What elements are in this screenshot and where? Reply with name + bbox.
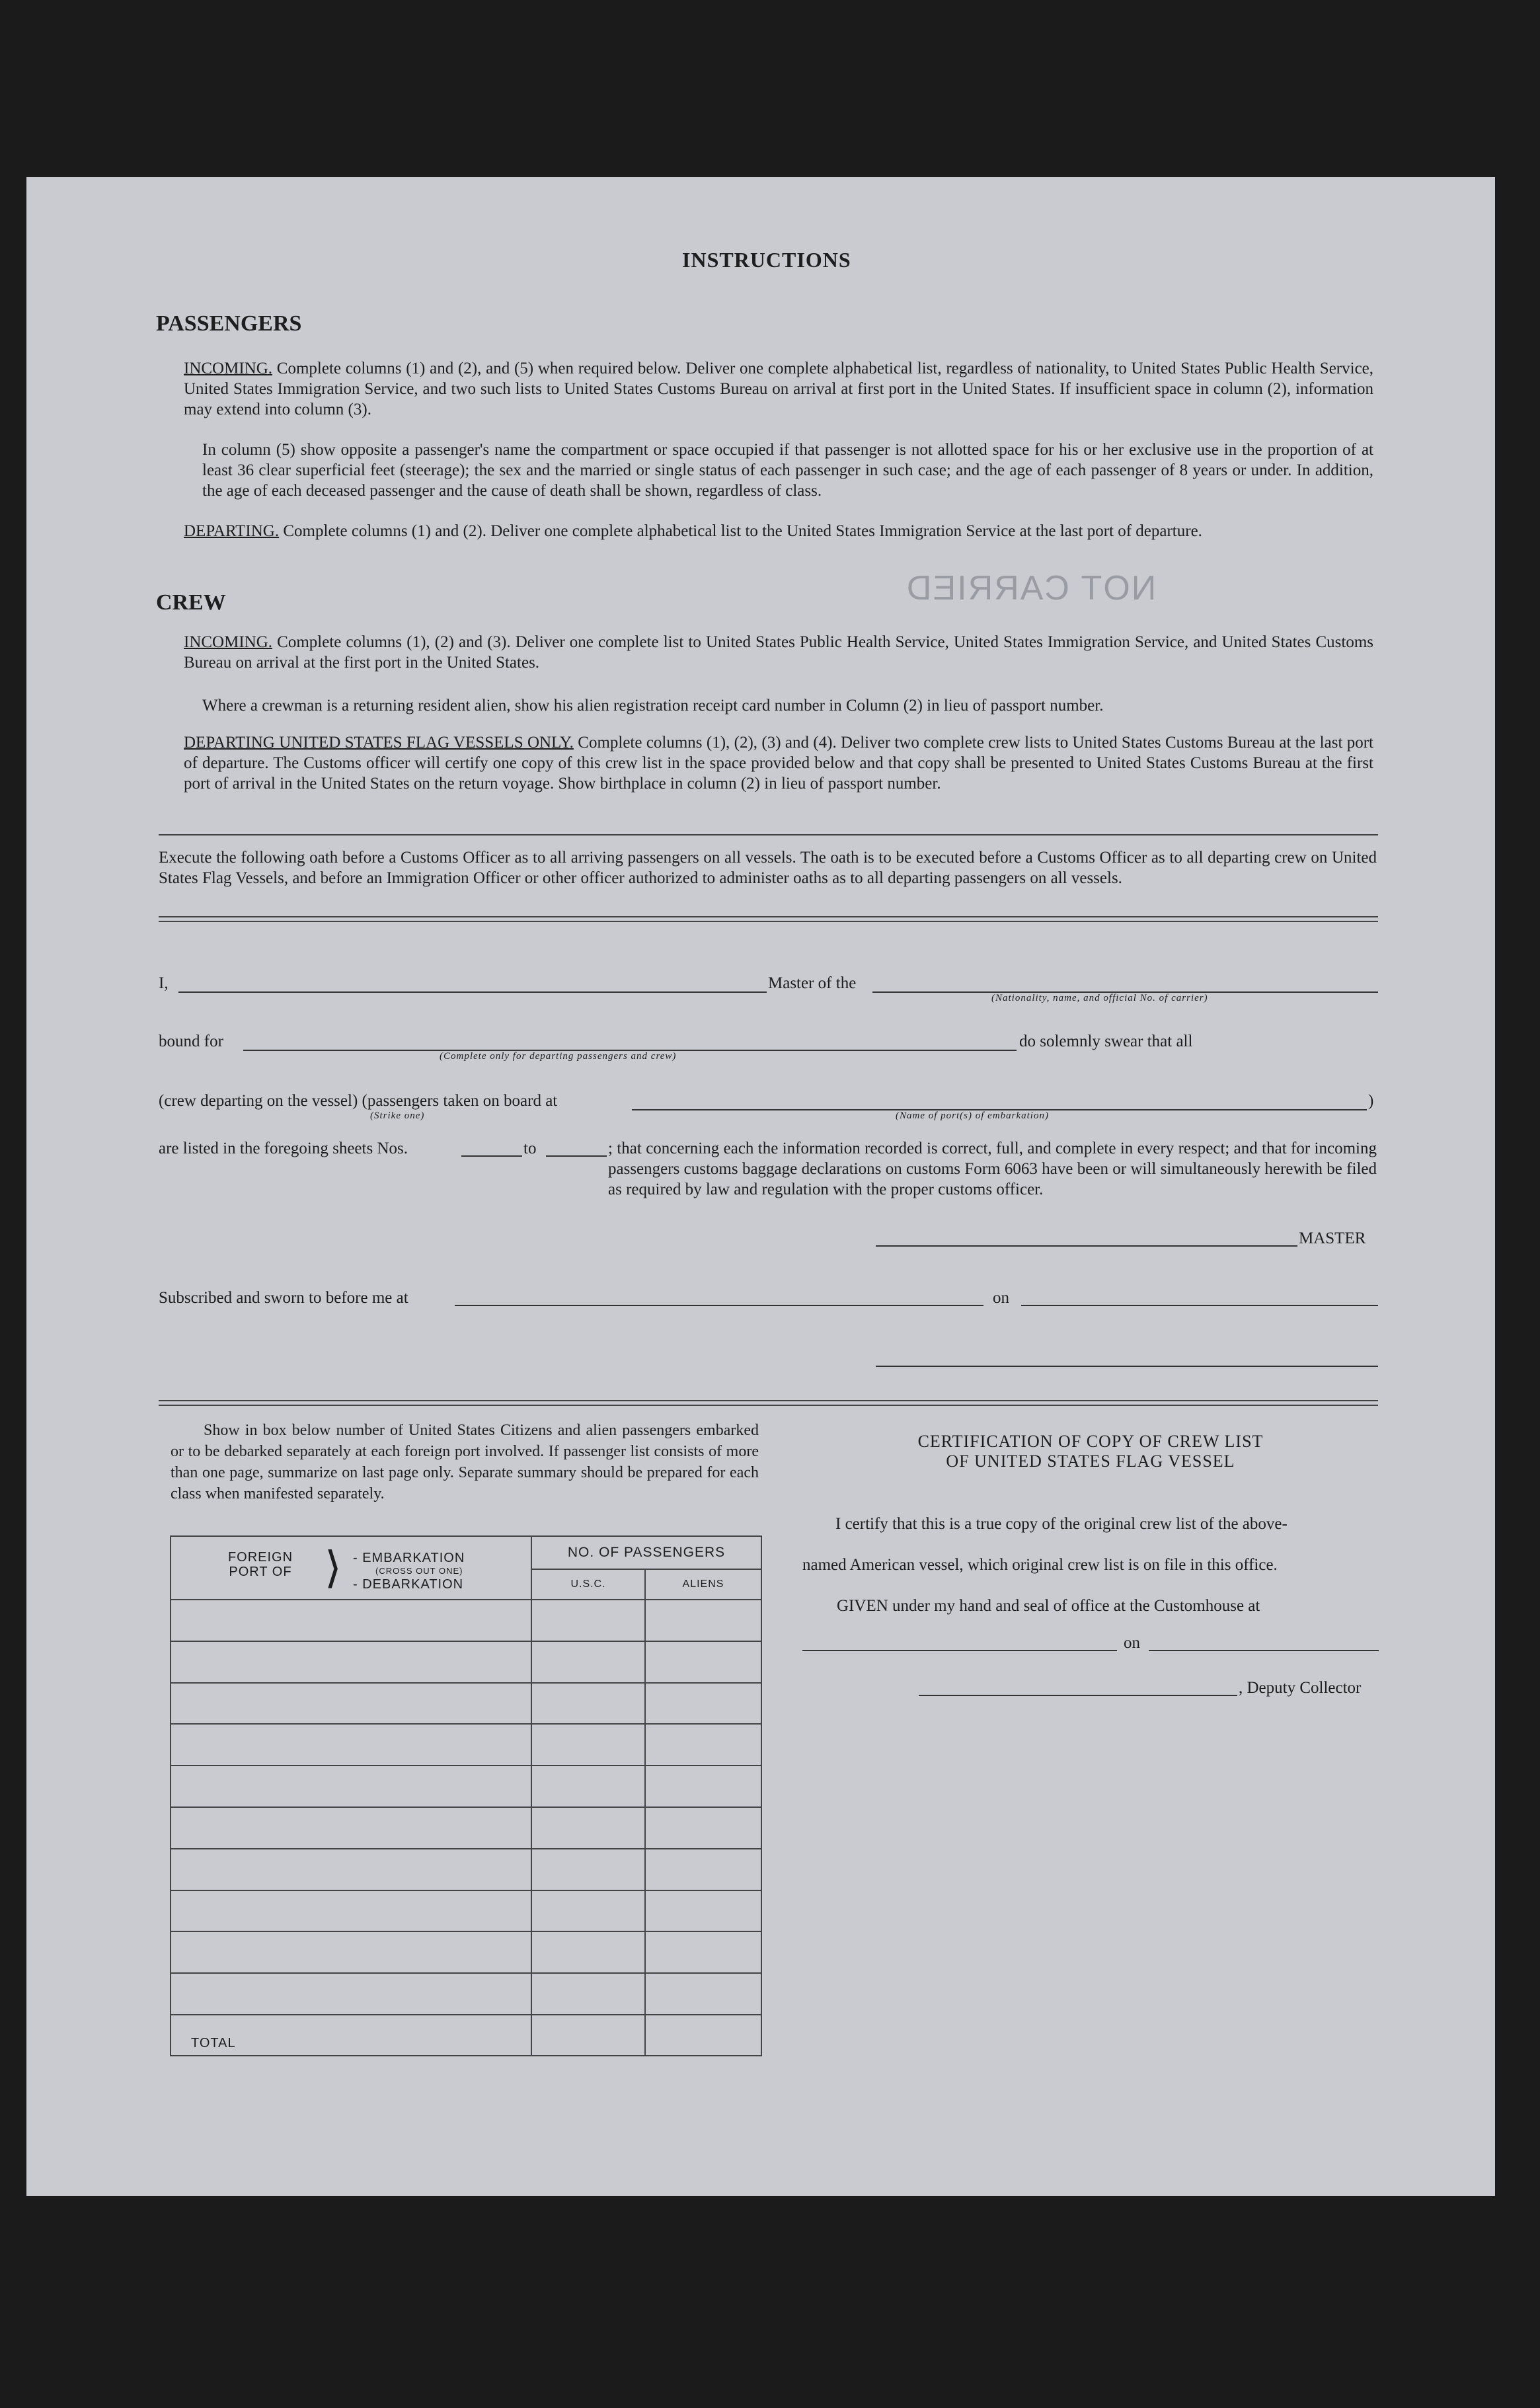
passengers-column5-paragraph: In column (5) show opposite a passenger's name the compartment or space occupied if that passenger is not allotted space for his or her exclusive use in the proportion of at least 36 clear superficial feet (steerage); the sex and the married or single status of each passenger in such case; and the age of each passenger of 8 years or under. In addition, the age of each deceased passenger and the cause of death shall be shown, regardless of class.: [202, 441, 1373, 500]
listed-rest: ; that concerning each the information recorded is correct, full, and complete in every respect; and that for incoming passengers customs baggage declarations on customs Form 6063 have been or will simultaneously herewith be filed as required by law and regulation with the proper customs officer.: [608, 1140, 1377, 1198]
certification-title: [800, 1432, 1381, 1471]
debarkation-label: - DEBARKATION: [353, 1577, 464, 1592]
port-cell[interactable]: [171, 1600, 531, 1641]
passengers-heading: PASSENGERS: [156, 311, 302, 336]
close-paren: ): [1368, 1092, 1374, 1110]
aliens-header: ALIENS: [645, 1569, 761, 1600]
port-cell[interactable]: [171, 1849, 531, 1890]
no-of-passengers-header: NO. OF PASSENGERS: [531, 1536, 761, 1569]
to-text: to: [523, 1140, 537, 1157]
usc-cell[interactable]: [531, 1724, 645, 1766]
certification-date-field[interactable]: [1149, 1650, 1379, 1651]
aliens-total-cell[interactable]: [645, 2015, 761, 2056]
port-cell[interactable]: [171, 1683, 531, 1725]
carrier-caption: (Nationality, name, and official No. of carrier): [991, 993, 1208, 1003]
certification-title-line1: CERTIFICATION OF COPY OF CREW LIST: [917, 1432, 1264, 1451]
sworn-date-field[interactable]: [1021, 1305, 1378, 1306]
sheet-to-field[interactable]: [546, 1155, 607, 1157]
crew-heading: CREW: [156, 590, 226, 615]
port-cell[interactable]: [171, 1931, 531, 1973]
departing-caption: (Complete only for departing passengers and crew): [440, 1051, 677, 1062]
strike-one-caption: (Strike one): [370, 1110, 425, 1121]
subscribed-label: Subscribed and sworn to before me at: [159, 1289, 408, 1307]
section-divider: [159, 834, 1378, 835]
passenger-summary-table: [170, 1535, 762, 2056]
do-swear-text: do solemnly swear that all: [1019, 1032, 1193, 1050]
certify-line2: named American vessel, which original crew list is on file in this office.: [802, 1556, 1278, 1574]
crew-incoming-paragraph: [184, 632, 1373, 673]
summary-instruction: [171, 1420, 759, 1504]
certification-on-label: on: [1124, 1634, 1140, 1652]
aliens-cell[interactable]: [645, 1931, 761, 1973]
crew-passengers-text: (crew departing on the vessel) (passengers taken on board at: [159, 1092, 558, 1110]
foreign-port-header: [171, 1536, 531, 1600]
embark-debark-label: [353, 1551, 465, 1591]
given-text: GIVEN under my hand and seal of office at the Customhouse at: [837, 1597, 1260, 1615]
table-row: [171, 1766, 761, 1807]
deputy-signature-field[interactable]: [919, 1695, 1237, 1696]
double-rule: [159, 916, 1378, 922]
customhouse-field[interactable]: [802, 1650, 1117, 1651]
passengers-departing-label: DEPARTING.: [184, 522, 280, 540]
table-row: [171, 1849, 761, 1890]
usc-cell[interactable]: [531, 1849, 645, 1890]
passengers-departing-text: Complete columns (1) and (2). Deliver one complete alphabetical list to the United States Immigration Service at the last port of departure.: [283, 522, 1202, 540]
sworn-on-label: on: [993, 1289, 1009, 1307]
total-row: [171, 2015, 761, 2056]
usc-cell[interactable]: [531, 1973, 645, 2015]
aliens-cell[interactable]: [645, 1807, 761, 1849]
master-of-the-label: Master of the: [768, 974, 857, 992]
port-cell[interactable]: [171, 1641, 531, 1683]
aliens-cell[interactable]: [645, 1890, 761, 1932]
aliens-cell[interactable]: [645, 1849, 761, 1890]
crew-departing-text: Complete columns (1), (2), (3) and (4). Deliver two complete crew lists to United States Customs Bureau at the last port of departure. The Customs officer will certify one copy of this crew list in the space provided below and that copy shall be presented to United States Customs Bureau at the first port of arrival in the United States on the return voyage. Show birthplace in column (2) in lieu of passport number.: [184, 734, 1374, 793]
aliens-cell[interactable]: [645, 1641, 761, 1683]
aliens-cell[interactable]: [645, 1724, 761, 1766]
page-title: INSTRUCTIONS: [682, 248, 851, 272]
table-row: [171, 1973, 761, 2015]
aliens-cell[interactable]: [645, 1973, 761, 2015]
table-row: [171, 1600, 761, 1641]
crew-incoming-text: Complete columns (1), (2) and (3). Deliver one complete list to United States Public Health Service, United States Immigration Service, and United States Customs Bureau on arrival at the first port in the United States.: [184, 633, 1374, 672]
bleed-through-stamp: NOT CARRIED: [905, 569, 1157, 607]
deputy-collector-label: , Deputy Collector: [1239, 1679, 1362, 1697]
passengers-departing-paragraph: [184, 521, 1373, 541]
foreign-port-label: FOREIGN PORT OF: [227, 1550, 293, 1579]
aliens-cell[interactable]: [645, 1683, 761, 1725]
table-row: [171, 1683, 761, 1725]
table-row: [171, 1931, 761, 1973]
usc-cell[interactable]: [531, 1807, 645, 1849]
oath-instruction: Execute the following oath before a Customs Officer as to all arriving passengers on all vessels. The oath is to be executed before a Customs Officer as to all departing crew on United States Flag Vessels, and before an Immigration Officer or other officer authorized to administer oaths as to all departing passengers on all vessels.: [159, 849, 1377, 887]
usc-cell[interactable]: [531, 1890, 645, 1932]
usc-cell[interactable]: [531, 1641, 645, 1683]
certify-line1: I certify that this is a true copy of the original crew list of the above-: [835, 1515, 1288, 1533]
port-cell[interactable]: [171, 1807, 531, 1849]
embarkation-label: - EMBARKATION: [353, 1551, 465, 1565]
aliens-cell[interactable]: [645, 1600, 761, 1641]
master-label: MASTER: [1299, 1229, 1366, 1247]
aliens-cell[interactable]: [645, 1766, 761, 1807]
crew-departing-paragraph: [184, 732, 1373, 794]
summary-text: Show in box below number of United States Citizens and alien passengers embarked or to be debarked separately at each foreign port involved. If passenger list consists of more than one page, summarize on last page only. Separate summary should be prepared for each class when manifested separately.: [171, 1422, 759, 1502]
usc-cell[interactable]: [531, 1600, 645, 1641]
double-rule-2: [159, 1400, 1378, 1406]
master-name-field[interactable]: [178, 991, 767, 993]
passengers-incoming-label: INCOMING.: [184, 360, 273, 377]
total-label: TOTAL: [171, 2015, 531, 2056]
table-row: [171, 1807, 761, 1849]
brace-icon: ⟩: [325, 1542, 342, 1593]
usc-cell[interactable]: [531, 1766, 645, 1807]
port-cell[interactable]: [171, 1890, 531, 1932]
table-row: [171, 1641, 761, 1683]
certification-title-line2: OF UNITED STATES FLAG VESSEL: [946, 1452, 1235, 1471]
table-header-row: [171, 1536, 761, 1569]
port-cell[interactable]: [171, 1973, 531, 2015]
usc-cell[interactable]: [531, 1683, 645, 1725]
sheet-from-field[interactable]: [461, 1155, 522, 1157]
bound-for-label: bound for: [159, 1032, 223, 1050]
passengers-incoming-text: Complete columns (1) and (2), and (5) when required below. Deliver one complete alphabetical list, regardless of nationality, to United States Public Health Service, United States Immigration Service, and two such lists to United States Customs Bureau on arrival at first port in the United States. If insufficient space in column (2), information may extend into column (3).: [184, 360, 1374, 418]
usc-cell[interactable]: [531, 1931, 645, 1973]
crew-incoming-label: INCOMING.: [184, 633, 273, 651]
sworn-at-field[interactable]: [455, 1305, 983, 1306]
table-row: [171, 1724, 761, 1766]
master-signature-field[interactable]: [876, 1245, 1297, 1247]
cross-out-label: (CROSS OUT ONE): [375, 1566, 463, 1576]
usc-header: U.S.C.: [531, 1569, 645, 1600]
crew-resident-paragraph: Where a crewman is a returning resident alien, show his alien registration receipt card number in Column (2) in lieu of passport number.: [202, 697, 1104, 715]
port-cell[interactable]: [171, 1724, 531, 1766]
table-row: [171, 1890, 761, 1932]
port-caption: (Name of port(s) of embarkation): [896, 1110, 1049, 1121]
port-cell[interactable]: [171, 1766, 531, 1807]
officer-signature-field[interactable]: [876, 1366, 1378, 1367]
listed-rest-text: [608, 1138, 1377, 1200]
listed-start-text: are listed in the foregoing sheets Nos.: [159, 1140, 408, 1157]
crew-departing-label: DEPARTING UNITED STATES FLAG VESSELS ONLY.: [184, 734, 574, 752]
oath-i: I,: [159, 974, 169, 992]
passengers-incoming-paragraph: [184, 358, 1373, 420]
usc-total-cell[interactable]: [531, 2015, 645, 2056]
